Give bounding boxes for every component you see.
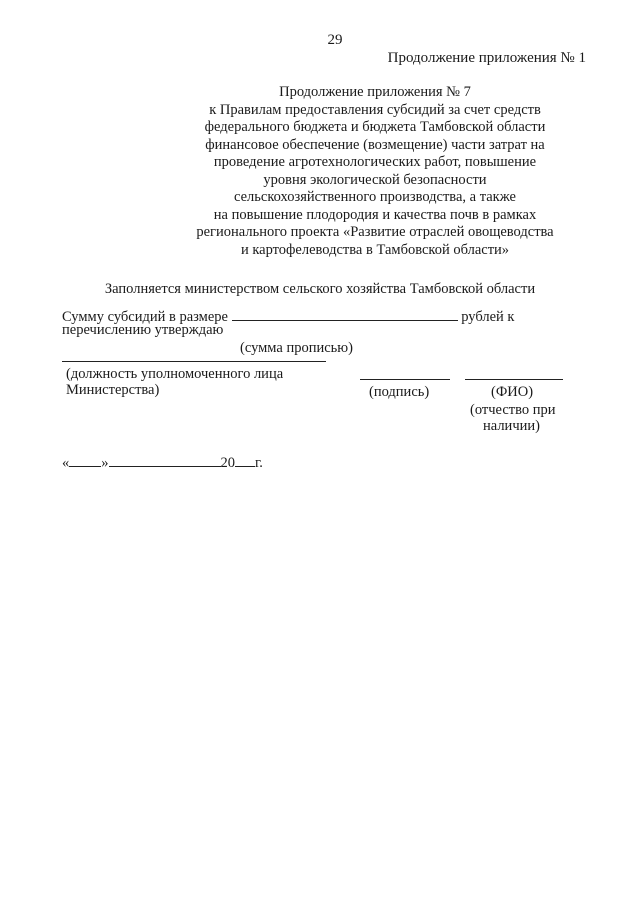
position-label: (должность уполномоченного лица xyxy=(66,366,284,382)
fio-blank[interactable] xyxy=(465,379,563,380)
signature-blank[interactable] xyxy=(360,379,450,380)
signature-label: (подпись) xyxy=(369,384,430,400)
date-open-quote: « xyxy=(62,455,70,471)
fio-patronymic-note-2: наличии) xyxy=(483,418,540,434)
date-year-suffix: г. xyxy=(255,455,263,471)
annex-line: регионального проекта «Развитие отраслей овощеводства xyxy=(196,224,554,240)
date-line xyxy=(62,453,263,473)
position-blank[interactable] xyxy=(62,361,326,362)
fio-patronymic-note: (отчество при xyxy=(470,402,556,418)
sum-prefix: Сумму субсидий в размере xyxy=(62,309,228,325)
annex-line: уровня экологической безопасности xyxy=(263,171,487,188)
sum-approval-line-2: перечислению утверждаю xyxy=(62,322,224,338)
filled-by-note: Заполняется министерством сельского хозяйства Тамбовской области xyxy=(104,281,536,297)
sum-amount-blank[interactable] xyxy=(232,307,458,321)
continuation-annex-1: Продолжение приложения № 1 xyxy=(387,50,586,66)
sum-in-words-label: (сумма прописью) xyxy=(240,340,353,356)
annex-line: к Правилам предоставления субсидий за счет средств xyxy=(209,101,541,118)
page-number: 29 xyxy=(327,32,343,48)
annex-heading xyxy=(180,84,570,259)
annex-line: на повышение плодородия и качества почв в рамках xyxy=(213,206,537,223)
sum-suffix: рублей к xyxy=(461,309,515,325)
annex-line: и картофелеводства в Тамбовской области» xyxy=(240,241,510,258)
annex-line: Продолжение приложения № 7 xyxy=(279,84,471,100)
date-year-blank[interactable] xyxy=(235,453,255,467)
annex-line: финансовое обеспечение (возмещение) части затрат на xyxy=(205,136,545,153)
annex-line: сельскохозяйственного производства, а также xyxy=(234,189,516,205)
date-day-blank[interactable] xyxy=(69,453,101,467)
date-year-prefix: 20 xyxy=(220,455,235,471)
annex-line: проведение агротехнологических работ, повышение xyxy=(213,154,537,170)
date-close-quote: » xyxy=(101,455,109,471)
position-label-2: Министерства) xyxy=(66,382,160,398)
date-month-blank[interactable] xyxy=(109,453,221,467)
annex-line: федерального бюджета и бюджета Тамбовской области xyxy=(204,119,546,135)
fio-label: (ФИО) xyxy=(491,384,534,400)
